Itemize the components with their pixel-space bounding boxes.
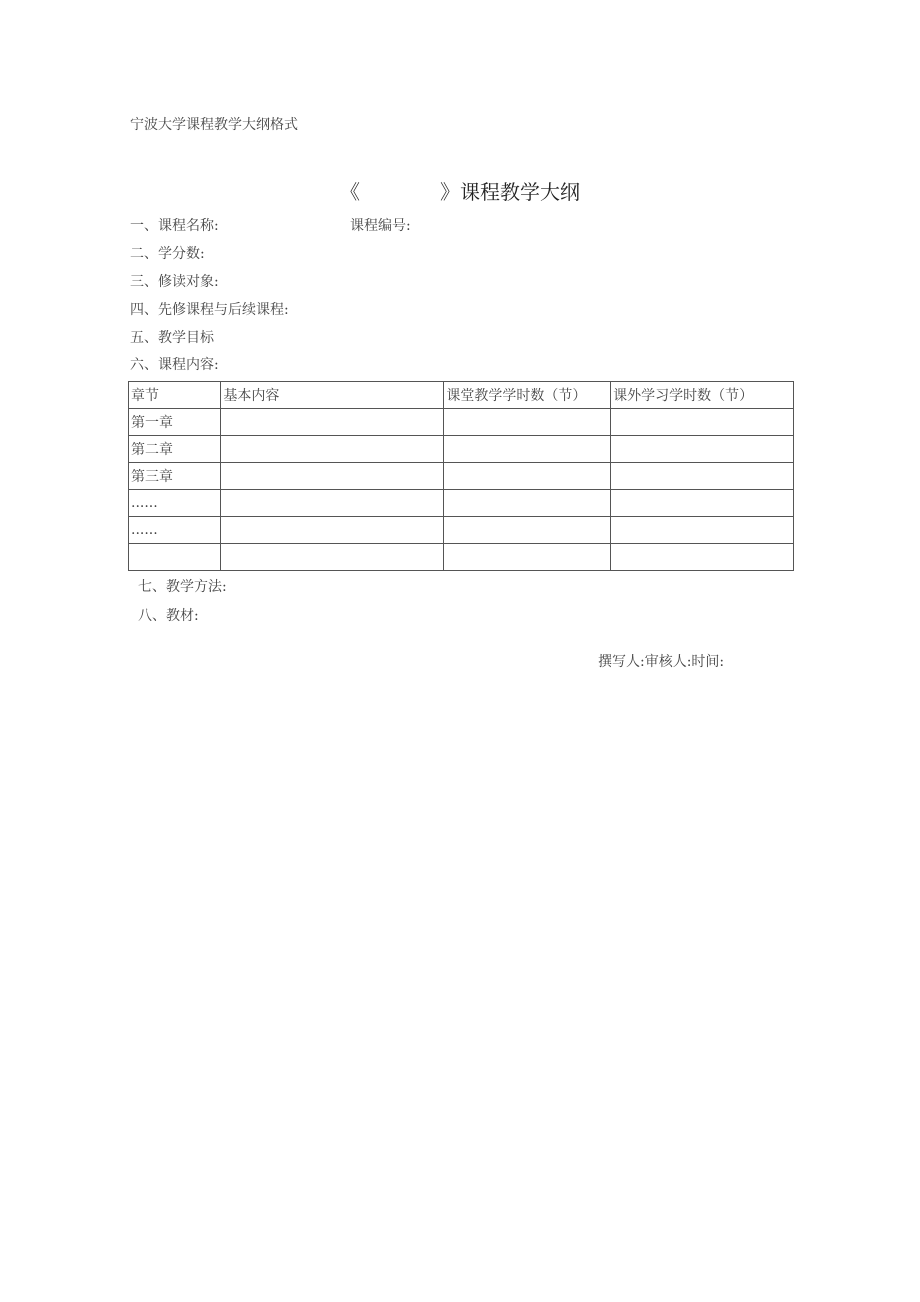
table-cell xyxy=(444,436,611,463)
table-cell: ...... xyxy=(129,517,221,544)
objectives-label: 五、教学目标 xyxy=(130,330,214,346)
table-cell: 第一章 xyxy=(129,409,221,436)
header-cell-class-hours: 课堂教学学时数（节） xyxy=(444,382,611,409)
table-row xyxy=(129,490,794,517)
document-header: 宁波大学课程教学大纲格式 xyxy=(130,117,298,133)
table-cell xyxy=(221,544,444,571)
table-cell: ...... xyxy=(129,490,221,517)
table-row xyxy=(129,436,794,463)
table-cell xyxy=(444,409,611,436)
page-title xyxy=(0,176,920,205)
table-cell xyxy=(221,490,444,517)
signature-line: 撰写人:审核人:时间: xyxy=(598,654,725,670)
header-cell-extra-hours: 课外学习学时数（节） xyxy=(611,382,794,409)
table-cell xyxy=(221,409,444,436)
table-cell xyxy=(221,436,444,463)
course-content-table xyxy=(128,381,794,571)
table-cell xyxy=(444,544,611,571)
table-row xyxy=(129,517,794,544)
table-cell xyxy=(611,409,794,436)
table-row xyxy=(129,463,794,490)
course-code-label: 课程编号: xyxy=(350,218,411,234)
table-cell xyxy=(444,490,611,517)
prerequisites-label: 四、先修课程与后续课程: xyxy=(130,302,289,318)
credits-label: 二、学分数: xyxy=(130,246,205,262)
table-cell xyxy=(444,517,611,544)
header-cell-content: 基本内容 xyxy=(221,382,444,409)
table-row xyxy=(129,409,794,436)
table-cell xyxy=(611,463,794,490)
table-cell xyxy=(221,517,444,544)
audience-label: 三、修读对象: xyxy=(130,274,219,290)
table-cell xyxy=(129,544,221,571)
table-cell xyxy=(221,463,444,490)
table-cell xyxy=(611,544,794,571)
textbook-label: 八、教材: xyxy=(138,608,199,624)
table-cell xyxy=(611,490,794,517)
teaching-methods-label: 七、教学方法: xyxy=(138,579,227,595)
table-cell xyxy=(611,436,794,463)
table-header-row xyxy=(129,382,794,409)
header-cell-chapter: 章节 xyxy=(129,382,221,409)
table-row xyxy=(129,544,794,571)
table-cell xyxy=(444,463,611,490)
course-name-label: 一、课程名称: xyxy=(130,218,219,234)
title-open-bracket: 《 xyxy=(340,180,360,204)
title-text: 》课程教学大纲 xyxy=(440,180,580,204)
table-cell xyxy=(611,517,794,544)
course-content-label: 六、课程内容: xyxy=(130,357,219,373)
table-cell: 第二章 xyxy=(129,436,221,463)
table-cell: 第三章 xyxy=(129,463,221,490)
